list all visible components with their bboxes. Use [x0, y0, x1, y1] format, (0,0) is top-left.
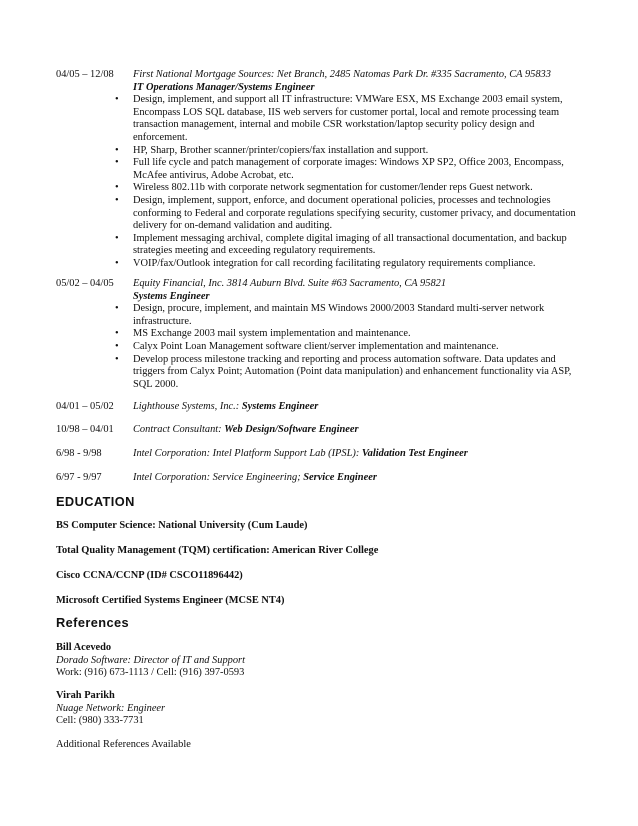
bullet-icon: • — [115, 303, 119, 315]
reference-contact: Cell: (980) 333-7731 — [56, 715, 144, 727]
bullet-line: delivery for on-demand validation and auditing. — [133, 220, 333, 232]
job-title: Service Engineer — [303, 472, 377, 483]
bullet-icon: • — [115, 194, 119, 206]
bullet-icon: • — [115, 94, 119, 106]
education-item: Total Quality Management (TQM) certification: American River College — [56, 545, 379, 556]
job-bullet — [115, 353, 586, 392]
job-company: Equity Financial, Inc. 3814 Auburn Blvd. Suite #63 Sacramento, CA 95821 — [133, 278, 447, 289]
bullet-line: McAfee antivirus, Adobe Acrobat, etc. — [133, 169, 294, 181]
bullet-line: Full life cycle and patch management of corporate images: Windows XP SP2, Office 2003, Encompass, — [133, 157, 564, 169]
education-heading: EDUCATION — [56, 494, 135, 509]
reference-name: Bill Acevedo — [56, 642, 112, 653]
job-entry-1 — [56, 69, 586, 271]
bullet-icon: • — [115, 157, 119, 169]
bullet-icon: • — [115, 353, 119, 365]
bullet-icon: • — [115, 182, 119, 194]
job-date: 05/02 – 04/05 — [56, 278, 114, 289]
job-entry-4 — [56, 424, 586, 437]
reference-contact: Work: (916) 673-1113 / Cell: (916) 397-0593 — [56, 667, 245, 679]
job-bullet — [115, 94, 586, 144]
bullet-line: HP, Sharp, Brother scanner/printer/copiers/fax installation and support. — [133, 144, 429, 156]
bullet-line: Design, implement, and support all IT infrastructure: VMWare ESX, MS Exchange 2003 email system, — [133, 94, 563, 106]
reference-entry-1 — [56, 642, 245, 680]
job-entry-2 — [56, 278, 586, 391]
job-date: 04/05 – 12/08 — [56, 69, 114, 80]
reference-entry-2 — [56, 690, 165, 728]
job-bullet — [115, 182, 586, 195]
bullet-icon: • — [115, 257, 119, 269]
job-title: Systems Engineer — [241, 401, 319, 412]
bullet-line: conforming to Federal and corporate regulations specifying security, customer privacy, and documentation — [133, 207, 576, 219]
bullet-line: Wireless 802.11b with corporate network segmentation for customer/lender reps Guest network. — [133, 182, 533, 194]
job-bullet-list — [115, 94, 586, 270]
job-bullet — [115, 194, 586, 233]
job-title: Web Design/Software Engineer — [224, 424, 359, 435]
job-title: Systems Engineer — [133, 290, 210, 302]
bullet-line: Develop process milestone tracking and reporting and process automation software. Data updates and — [133, 353, 556, 365]
bullet-line: Encompass LOS SQL database, IIS web servers for customer portal, local and remote processing team — [133, 106, 560, 118]
job-entry-6 — [56, 472, 586, 485]
job-company: Intel Corporation: Service Engineering; — [133, 472, 301, 483]
job-bullet — [115, 257, 586, 271]
bullet-line: Implement messaging archival, complete digital imaging of all transactional documentation, and backup — [133, 232, 567, 244]
references-footer: Additional References Available — [56, 739, 191, 750]
bullet-line: transaction management, internal and mobile CSR workstation/laptop security policy design and — [133, 119, 535, 131]
reference-name: Virah Parikh — [56, 690, 115, 701]
bullet-line: SQL 2000. — [133, 378, 179, 390]
reference-role: Nuage Network: Engineer — [56, 702, 166, 714]
job-date: 6/97 - 9/97 — [56, 472, 102, 483]
bullet-line: triggers from Calyx Point; Automation (Point data manipulation) and enhancement functionality via ASP, — [133, 366, 572, 378]
bullet-line: infrastructure. — [133, 315, 192, 327]
bullet-line: enforcement. — [133, 131, 188, 143]
bullet-line: Design, implement, support, enforce, and document operational policies, processes and technologies — [133, 194, 551, 206]
bullet-line: VOIP/fax/Outlook integration for call recording facilitating regulatory requirements compliance. — [133, 257, 536, 269]
job-bullet — [115, 157, 586, 182]
bullet-icon: • — [115, 328, 119, 340]
bullet-icon: • — [115, 144, 119, 156]
education-item: Microsoft Certified Systems Engineer (MCSE NT4) — [56, 595, 285, 606]
bullet-icon: • — [115, 232, 119, 244]
references-heading: References — [56, 615, 130, 630]
job-bullet — [115, 144, 586, 158]
job-company: Lighthouse Systems, Inc.: — [133, 401, 240, 412]
bullet-line: Design, procure, implement, and maintain MS Windows 2000/2003 Standard multi-server network — [133, 303, 545, 315]
job-bullet — [115, 340, 586, 354]
education-item: BS Computer Science: National University (Cum Laude) — [56, 520, 308, 531]
job-bullet — [115, 328, 586, 341]
job-company: Intel Corporation: Intel Platform Support Lab (IPSL): — [133, 448, 360, 459]
reference-role: Dorado Software: Director of IT and Support — [56, 654, 245, 666]
job-bullet — [115, 303, 586, 328]
job-entry-3 — [56, 401, 586, 414]
job-company: First National Mortgage Sources: Net Branch, 2485 Natomas Park Dr. #335 Sacramento, CA 95833 — [133, 69, 551, 80]
bullet-line: strategies meeting and exceeding regulatory requirements. — [133, 245, 376, 257]
job-bullet-list — [115, 303, 586, 391]
bullet-line: MS Exchange 2003 mail system implementation and maintenance. — [133, 328, 411, 340]
education-item: Cisco CCNA/CCNP (ID# CSCO11896442) — [56, 570, 243, 581]
job-company: Contract Consultant: — [133, 424, 222, 435]
job-date: 10/98 – 04/01 — [56, 424, 114, 435]
bullet-icon: • — [115, 340, 119, 352]
job-date: 6/98 - 9/98 — [56, 448, 102, 459]
job-bullet — [115, 232, 586, 258]
job-entry-5 — [56, 448, 586, 461]
job-date: 04/01 – 05/02 — [56, 401, 114, 412]
job-title: IT Operations Manager/Systems Engineer — [133, 81, 315, 93]
bullet-line: Calyx Point Loan Management software client/server implementation and maintenance. — [133, 340, 499, 352]
job-title: Validation Test Engineer — [361, 448, 468, 459]
